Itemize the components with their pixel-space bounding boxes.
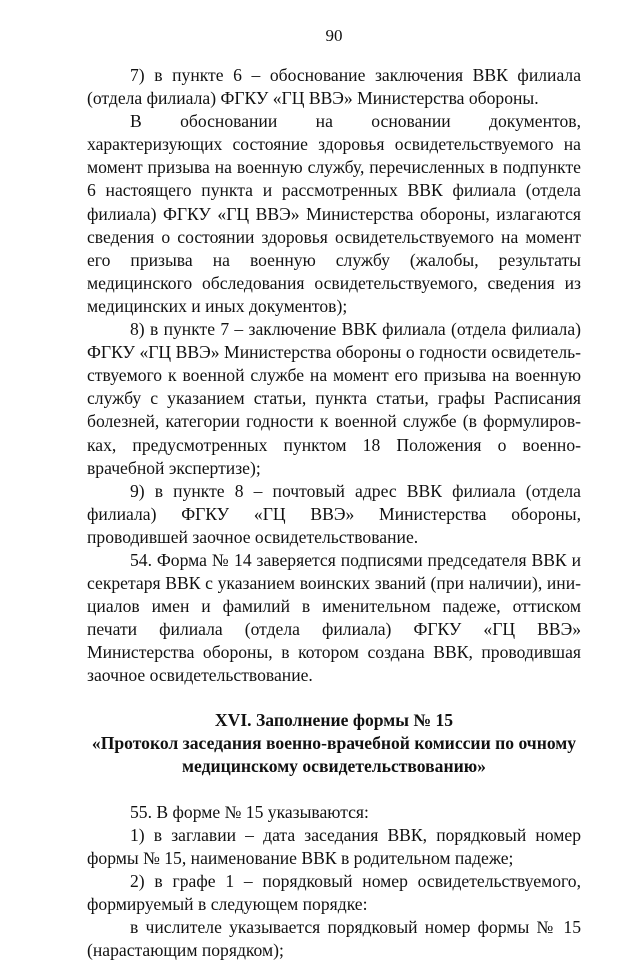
- section-heading-line: XVI. Заполнение формы № 15: [214, 709, 454, 730]
- paragraph: 9) в пункте 8 – почтовый адрес ВВК филиала (отдела филиала) ФГКУ «ГЦ ВВЭ» Министерства обороны, проводившей заочное освидетельствование.: [87, 480, 581, 547]
- paragraph: 54. Форма № 14 заверяется подписями председателя ВВК и секретаря ВВК с указанием воинских званий (при наличии), инициалов имен и фамилий в именительном падеже, оттиском печати филиала (отдела филиала) ФГКУ «ГЦ ВВЭ» Министерства обороны, в котором создана ВВК, проводившая заочное освидетельствование.: [87, 549, 581, 686]
- section-heading-line: «Протокол заседания военно-врачебной комиссии по очному: [91, 732, 577, 753]
- paragraph: 1) в заглавии – дата заседания ВВК, порядковый номер формы № 15, наименование ВВК в родительном падеже;: [87, 824, 581, 868]
- paragraph: 7) в пункте 6 – обоснование заключения ВВК филиала (отдела филиала) ФГКУ «ГЦ ВВЭ» Министерства обороны.: [87, 65, 581, 109]
- paragraph: 8) в пункте 7 – заключение ВВК филиала (отдела филиала) ФГКУ «ГЦ ВВЭ» Министерства обороны о годности освидетельствуемого к военной службе на момент его призыва на военную службу с указанием статьи, пункта статьи, графы Расписания болезней, категории годности к военной службе (в формулировках, предусмотренных пунктом 18 Положения о военно-врачебной экспертизе);: [87, 319, 581, 478]
- paragraph: 2) в графе 1 – порядковый номер освидетельствуемого, формируемый в следующем порядке:: [87, 871, 581, 915]
- section-heading-line: медицинскому освидетельствованию»: [182, 755, 486, 776]
- paragraph: В обосновании на основании документов, характеризующих состояние здоровья освидетельствуемого на момент призыва на военную службу, перечисленных в подпункте 6 настоящего пункта и рассмотренных ВВК филиала (отдела филиала) ФГКУ «ГЦ ВВЭ» Министерства обороны, излагаются сведения о состоянии здоровья освидетельствуемого на момент его призыва на военную службу (жалобы, результаты медицинского обследования освидетельствуемого, сведения из медицинских и иных документов);: [87, 111, 581, 316]
- paragraph: в числителе указывается порядковый номер формы № 15 (нарастающим порядком);: [87, 917, 581, 961]
- paragraph: 55. В форме № 15 указываются:: [130, 801, 369, 822]
- document-body: [87, 64, 581, 962]
- section-heading: [87, 709, 581, 778]
- page-number: 90: [325, 26, 343, 45]
